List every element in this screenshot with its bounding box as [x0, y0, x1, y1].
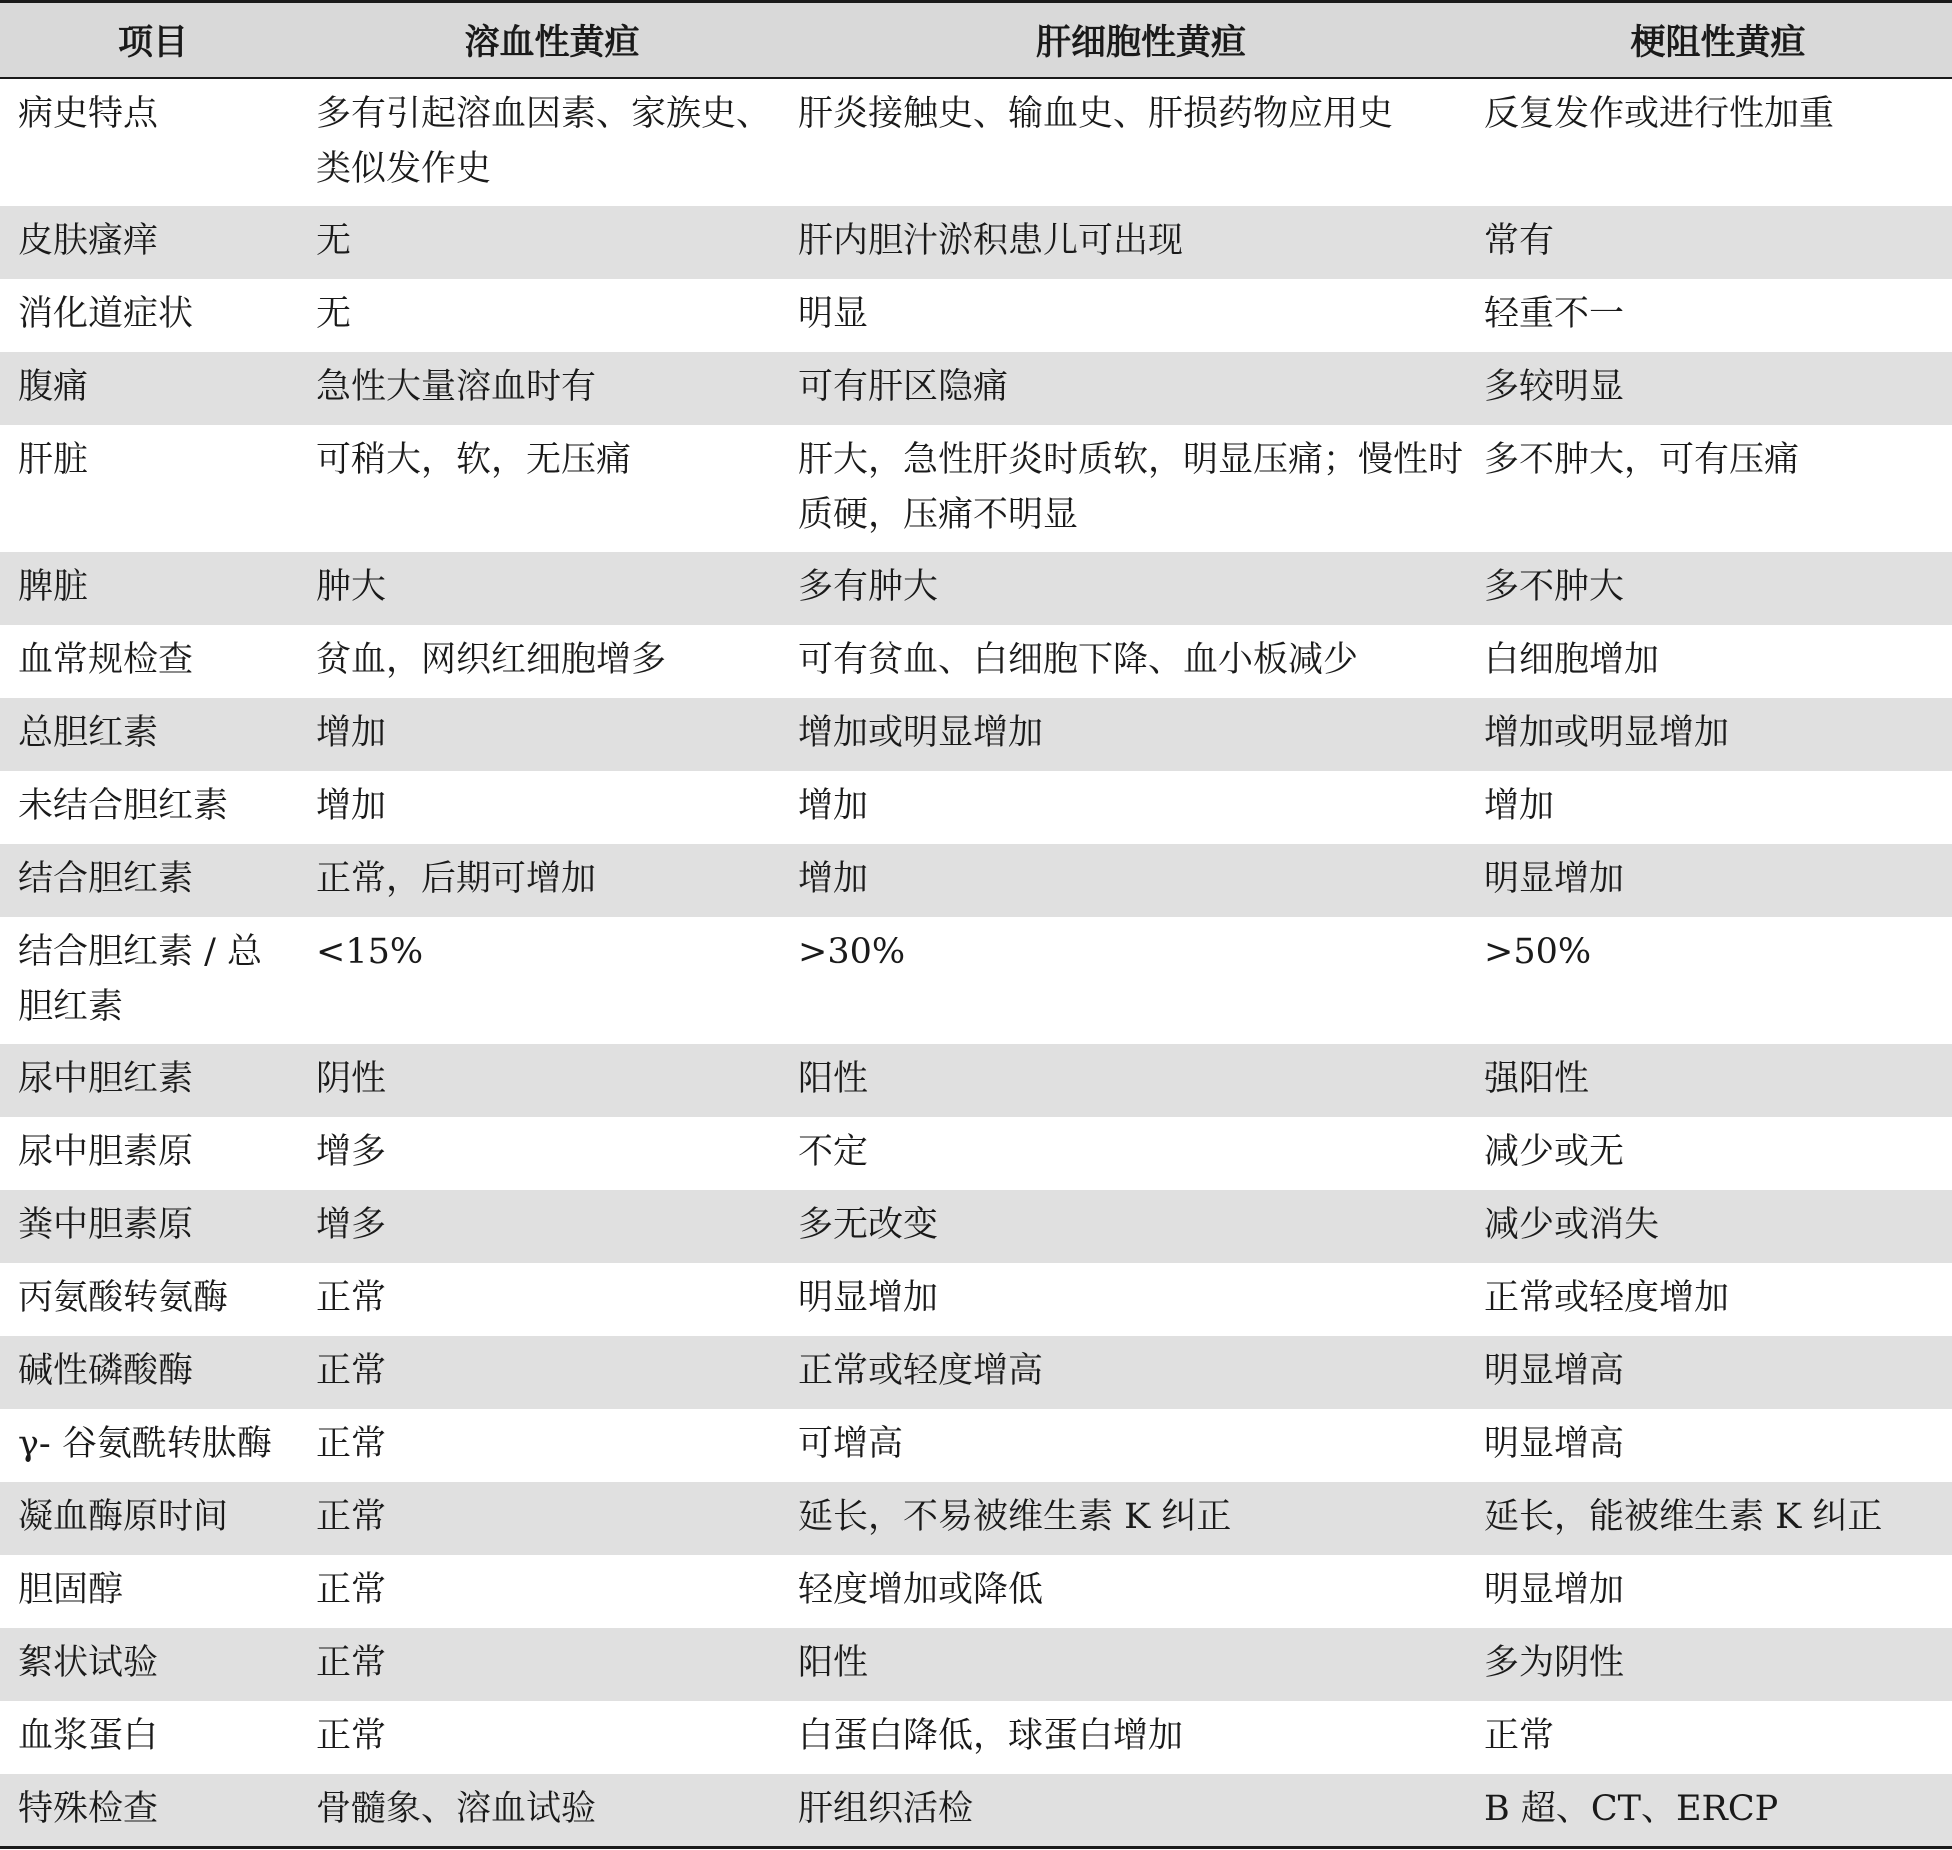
cell-item: 腹痛	[18, 366, 89, 407]
cell-hemolytic: 增多	[316, 1131, 387, 1172]
header-cell-hemolytic: 溶血性黄疸	[464, 22, 640, 63]
cell-obstructive: 正常或轻度增加	[1484, 1277, 1730, 1318]
cell-hemolytic: 急性大量溶血时有	[316, 366, 597, 407]
cell-hepatocellular: >30%	[798, 931, 906, 972]
table-row	[0, 844, 1952, 917]
header-cell-hepatocellular: 肝细胞性黄疸	[1035, 22, 1246, 63]
cell-hepatocellular: 轻度增加或降低	[798, 1569, 1044, 1610]
cell-obstructive: 延长，能被维生素 K 纠正	[1484, 1496, 1883, 1537]
cell-obstructive: 多不肿大	[1484, 566, 1625, 607]
cell-hepatocellular: 增加	[798, 785, 869, 826]
cell-hemolytic: 增加	[316, 712, 387, 753]
cell-obstructive: 明显增加	[1484, 858, 1625, 899]
cell-hepatocellular: 增加	[798, 858, 869, 899]
cell-item: 絮状试验	[18, 1642, 159, 1683]
cell-obstructive: 减少或消失	[1484, 1204, 1660, 1245]
cell-hepatocellular: 多有肿大	[798, 566, 939, 607]
cell-obstructive: 明显增高	[1484, 1350, 1625, 1391]
header-row	[0, 2, 1952, 78]
cell-item: 皮肤瘙痒	[18, 220, 159, 261]
cell-obstructive: 明显增加	[1484, 1569, 1625, 1610]
cell-item: 结合胆红素	[18, 858, 194, 899]
cell-obstructive: B 超、CT、ERCP	[1484, 1788, 1779, 1829]
header-cell-item: 项目	[117, 22, 188, 63]
cell-obstructive: 强阳性	[1484, 1058, 1590, 1099]
cell-item: 消化道症状	[18, 293, 194, 334]
cell-item: 脾脏	[18, 566, 89, 607]
cell-item: 凝血酶原时间	[18, 1496, 229, 1537]
cell-obstructive: 多为阴性	[1484, 1642, 1625, 1683]
header-cell-obstructive: 梗阻性黄疸	[1630, 22, 1806, 63]
table-row	[0, 1555, 1952, 1628]
cell-hepatocellular: 不定	[798, 1131, 869, 1172]
table-row	[0, 1628, 1952, 1701]
table-row	[0, 1117, 1952, 1190]
cell-item: 胆固醇	[18, 1569, 124, 1610]
cell-hepatocellular: 可增高	[798, 1423, 904, 1464]
table-header	[0, 2, 1952, 78]
cell-hepatocellular: 肝组织活检	[798, 1788, 974, 1829]
table-row	[0, 1482, 1952, 1555]
cell-hemolytic: 增加	[316, 785, 387, 826]
cell-hemolytic: <15%	[316, 931, 424, 972]
cell-item: γ- 谷氨酰转肽酶	[18, 1423, 272, 1464]
table-row	[0, 917, 1952, 1044]
cell-item: 结合胆红素 / 总胆红素	[18, 931, 263, 1027]
cell-obstructive: 多不肿大，可有压痛	[1484, 439, 1800, 480]
cell-item: 病史特点	[18, 93, 159, 134]
cell-hepatocellular: 阳性	[798, 1058, 869, 1099]
table-row	[0, 279, 1952, 352]
cell-item: 尿中胆素原	[18, 1131, 194, 1172]
cell-item: 特殊检查	[18, 1788, 159, 1829]
cell-obstructive: 多较明显	[1484, 366, 1625, 407]
cell-obstructive: 增加或明显增加	[1484, 712, 1730, 753]
cell-hepatocellular: 明显	[798, 293, 869, 334]
table-row	[0, 206, 1952, 279]
cell-hemolytic: 正常	[316, 1569, 387, 1610]
cell-hemolytic: 肿大	[316, 566, 387, 607]
cell-hepatocellular: 延长，不易被维生素 K 纠正	[798, 1496, 1232, 1537]
cell-item: 碱性磷酸酶	[18, 1350, 194, 1391]
table-row	[0, 1190, 1952, 1263]
cell-hemolytic: 正常	[316, 1496, 387, 1537]
cell-hemolytic: 无	[316, 220, 352, 261]
cell-hepatocellular: 肝炎接触史、输血史、肝损药物应用史	[798, 93, 1394, 134]
table-body	[0, 78, 1952, 1848]
cell-hepatocellular: 白蛋白降低，球蛋白增加	[798, 1715, 1184, 1756]
cell-hemolytic: 多有引起溶血因素、家族史、类似发作史	[316, 93, 772, 189]
table-row	[0, 1409, 1952, 1482]
table-row	[0, 1044, 1952, 1117]
cell-hemolytic: 无	[316, 293, 352, 334]
cell-obstructive: 轻重不一	[1484, 293, 1625, 334]
cell-item: 肝脏	[18, 439, 89, 480]
table-row	[0, 771, 1952, 844]
table-row	[0, 1701, 1952, 1774]
cell-item: 血浆蛋白	[18, 1715, 159, 1756]
cell-hemolytic: 正常，后期可增加	[316, 858, 597, 899]
cell-obstructive: 明显增高	[1484, 1423, 1625, 1464]
cell-obstructive: 减少或无	[1484, 1131, 1625, 1172]
cell-obstructive: 常有	[1484, 220, 1555, 261]
cell-item: 粪中胆素原	[18, 1204, 194, 1245]
cell-hepatocellular: 阳性	[798, 1642, 869, 1683]
cell-hemolytic: 正常	[316, 1423, 387, 1464]
cell-obstructive: 反复发作或进行性加重	[1484, 93, 1835, 134]
cell-hepatocellular: 可有肝区隐痛	[798, 366, 1009, 407]
table-row	[0, 78, 1952, 206]
cell-hepatocellular: 可有贫血、白细胞下降、血小板减少	[798, 639, 1359, 680]
table-row	[0, 625, 1952, 698]
cell-hemolytic: 可稍大，软，无压痛	[316, 439, 632, 480]
cell-hemolytic: 正常	[316, 1715, 387, 1756]
cell-hemolytic: 贫血，网织红细胞增多	[316, 639, 667, 680]
cell-hemolytic: 增多	[316, 1204, 387, 1245]
cell-obstructive: >50%	[1484, 931, 1592, 972]
cell-obstructive: 正常	[1484, 1715, 1555, 1756]
cell-hepatocellular: 多无改变	[798, 1204, 939, 1245]
cell-item: 未结合胆红素	[18, 785, 229, 826]
cell-hemolytic: 正常	[316, 1642, 387, 1683]
cell-obstructive: 增加	[1484, 785, 1555, 826]
cell-hemolytic: 正常	[316, 1350, 387, 1391]
cell-hemolytic: 骨髓象、溶血试验	[316, 1788, 597, 1829]
table-row	[0, 425, 1952, 552]
cell-hepatocellular: 肝大，急性肝炎时质软，明显压痛；慢性时质硬，压痛不明显	[798, 439, 1464, 535]
cell-hepatocellular: 正常或轻度增高	[798, 1350, 1044, 1391]
table-row	[0, 1263, 1952, 1336]
cell-item: 丙氨酸转氨酶	[18, 1277, 229, 1318]
cell-hemolytic: 阴性	[316, 1058, 387, 1099]
table-row	[0, 352, 1952, 425]
cell-item: 总胆红素	[18, 712, 159, 753]
table-row	[0, 1336, 1952, 1409]
cell-obstructive: 白细胞增加	[1484, 639, 1660, 680]
table-row	[0, 552, 1952, 625]
table-row	[0, 1774, 1952, 1848]
cell-item: 血常规检查	[18, 639, 194, 680]
cell-hepatocellular: 增加或明显增加	[798, 712, 1044, 753]
table-row	[0, 698, 1952, 771]
cell-hepatocellular: 肝内胆汁淤积患儿可出现	[798, 220, 1184, 261]
cell-item: 尿中胆红素	[18, 1058, 194, 1099]
cell-hepatocellular: 明显增加	[798, 1277, 939, 1318]
cell-hemolytic: 正常	[316, 1277, 387, 1318]
